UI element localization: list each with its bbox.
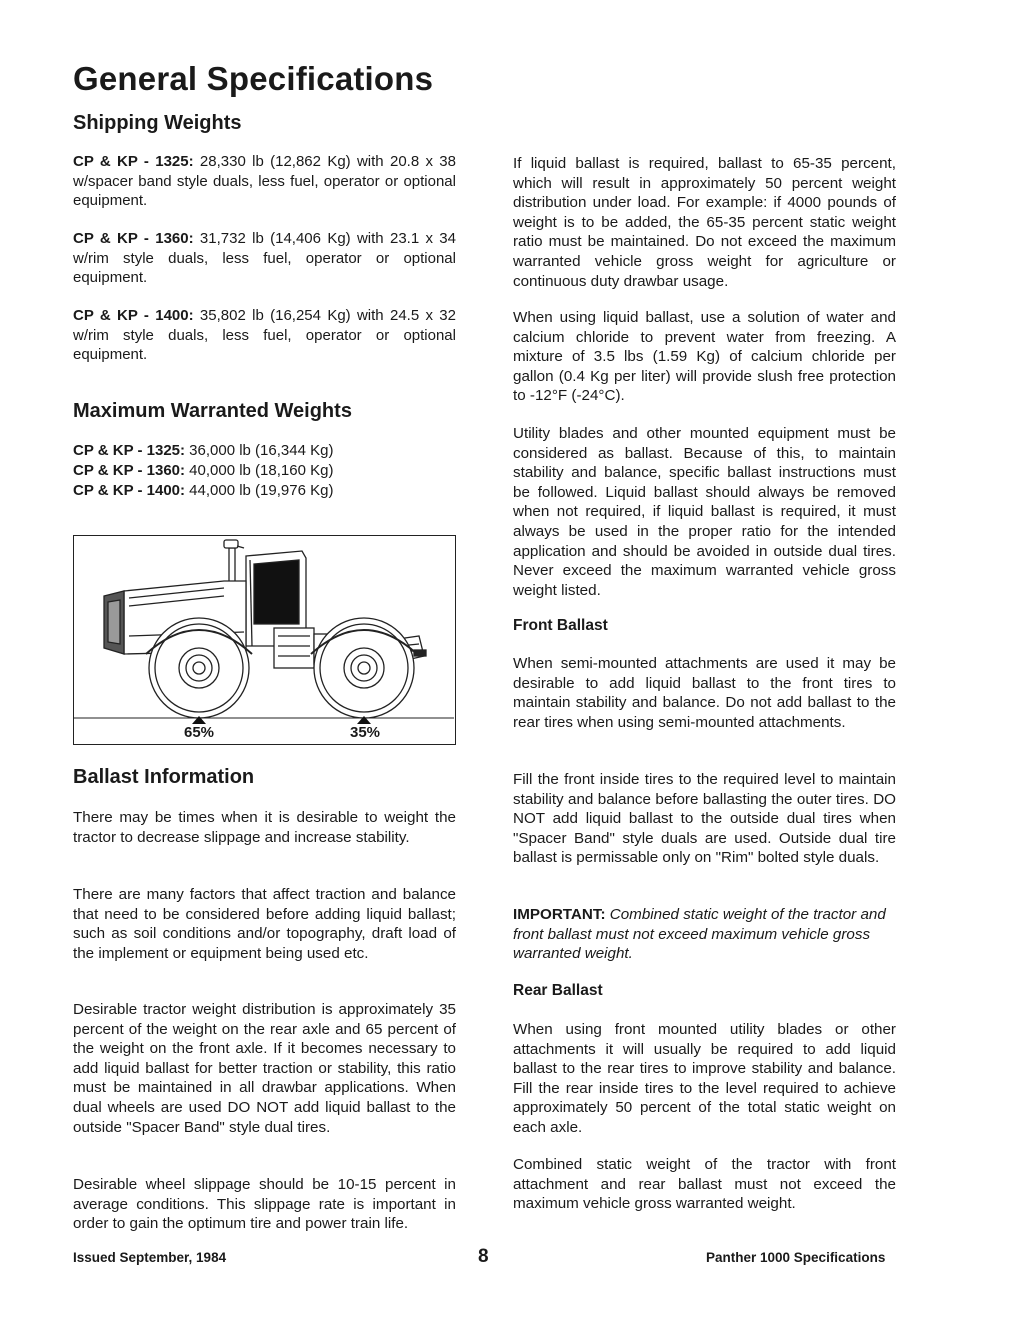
shipping-text-1360: 31,732 lb (14,406 Kg) with 23.1 x 34 w/rim style duals, less fuel, operator or optional equipment. xyxy=(73,230,456,287)
max-text-1325: 36,000 lb (16,344 Kg) xyxy=(185,442,334,459)
max-model-1360: CP & KP - 1360: xyxy=(73,462,185,479)
important-text: Combined static weight of the tractor and front ballast must not exceed maximum vehicle gross warranted weight. xyxy=(513,906,886,963)
page-title: General Specifications xyxy=(73,60,434,97)
page-number: 8 xyxy=(478,1246,489,1267)
liquid-ballast-ratio-paragraph: If liquid ballast is required, ballast to 65-35 percent, which will result in approximately 50 percent weight distribution under load. For example: if 4000 pounds of weight is to be added, the 65-35 percent static weight ratio must be maintained. Do not exceed the maximum warranted vehicle gross weight for agriculture or continuous duty drawbar usage. xyxy=(513,155,896,290)
shipping-model-1400: CP & KP - 1400: xyxy=(73,307,194,324)
ballast-paragraph-2: There are many factors that affect traction and balance that need to be considered before adding liquid ballast; such as soil conditions and/or topography, draft load of the implement or equipment being used etc. xyxy=(73,886,456,962)
front-axle-percent: 65% xyxy=(184,724,215,741)
shipping-item-1360 xyxy=(73,229,456,288)
important-note xyxy=(513,905,896,964)
ballast-paragraph-4: Desirable wheel slippage should be 10-15 percent in average conditions. This slippage rate is important in order to gain the optimum tire and power train life. xyxy=(73,1176,456,1233)
max-item-1325 xyxy=(73,441,456,461)
max-item-1400 xyxy=(73,481,456,501)
tractor-illustration xyxy=(74,536,454,743)
footer-document-title: Panther 1000 Specifications xyxy=(706,1250,886,1265)
max-model-1400: CP & KP - 1400: xyxy=(73,482,185,499)
max-warranted-heading: Maximum Warranted Weights xyxy=(73,400,352,422)
front-ballast-paragraph-1: When semi-mounted attachments are used it may be desirable to add liquid ballast to the front tires to maintain stability and balance. Do not add ballast to the rear tires when using semi-mounted attachments. xyxy=(513,655,896,731)
ballast-information-heading: Ballast Information xyxy=(73,766,255,788)
max-item-1360 xyxy=(73,461,456,481)
shipping-model-1325: CP & KP - 1325: xyxy=(73,153,194,170)
max-model-1325: CP & KP - 1325: xyxy=(73,442,185,459)
shipping-weights-heading: Shipping Weights xyxy=(73,112,242,134)
rear-axle-percent: 35% xyxy=(350,724,381,741)
front-ballast-heading: Front Ballast xyxy=(513,617,608,634)
front-ballast-paragraph-2: Fill the front inside tires to the required level to maintain stability and balance before ballasting the outer tires. DO NOT add liquid ballast to the outside dual tires when "Spacer Band" style duals are used. Outside dual tire ballast is permissable only on "Rim" bolted style duals. xyxy=(513,771,896,867)
footer-issued-date: Issued September, 1984 xyxy=(73,1250,227,1265)
calcium-chloride-paragraph: When using liquid ballast, use a solution of water and calcium chloride to prevent water from freezing. A mixture of 3.5 lbs (1.59 Kg) of calcium chloride per gallon (0.4 Kg per liter) will provide slush free protection to -12°F (-24°C). xyxy=(513,309,896,405)
rear-ballast-paragraph-2: Combined static weight of the tractor with front attachment and rear ballast must not exceed the maximum vehicle gross warranted weight. xyxy=(513,1156,896,1213)
ballast-paragraph-3: Desirable tractor weight distribution is approximately 35 percent of the weight on the rear axle and 65 percent of the weight on the front axle. If it becomes necessary to add liquid ballast for better traction or stability, this ratio must be maintained in all drawbar applications. When dual wheels are used DO NOT add liquid ballast to the outside "Spacer Band" style dual tires. xyxy=(73,1001,456,1136)
shipping-item-1400 xyxy=(73,306,456,365)
shipping-text-1325: 28,330 lb (12,862 Kg) with 20.8 x 38 w/spacer band style duals, less fuel, operator or optional equipment. xyxy=(73,153,456,210)
ballast-paragraph-1: There may be times when it is desirable to weight the tractor to decrease slippage and increase stability. xyxy=(73,809,456,846)
max-text-1360: 40,000 lb (18,160 Kg) xyxy=(185,462,334,479)
important-label: IMPORTANT: xyxy=(513,906,606,923)
shipping-model-1360: CP & KP - 1360: xyxy=(73,230,194,247)
shipping-item-1325 xyxy=(73,152,456,211)
mounted-equipment-paragraph: Utility blades and other mounted equipment must be considered as ballast. Because of this, to maintain stability and balance, specific ballast instructions must be followed. Liquid ballast should always be removed when not required, if liquid ballast is required, it must always be used in the proper ratio for the intended application and should be avoided in outside dual tires. Never exceed the maximum warranted vehicle gross weight listed. xyxy=(513,425,896,599)
rear-ballast-heading: Rear Ballast xyxy=(513,982,603,999)
shipping-text-1400: 35,802 lb (16,254 Kg) with 24.5 x 32 w/rim style duals, less fuel, operator or optional equipment. xyxy=(73,307,456,364)
tractor-weight-distribution-figure xyxy=(73,535,456,745)
max-text-1400: 44,000 lb (19,976 Kg) xyxy=(185,482,334,499)
rear-ballast-paragraph-1: When using front mounted utility blades or other attachments it will usually be required to add liquid ballast to the rear tires to improve stability and balance. Fill the rear inside tires to the level required to achieve approximately 50 percent of the total static weight on each axle. xyxy=(513,1021,896,1136)
